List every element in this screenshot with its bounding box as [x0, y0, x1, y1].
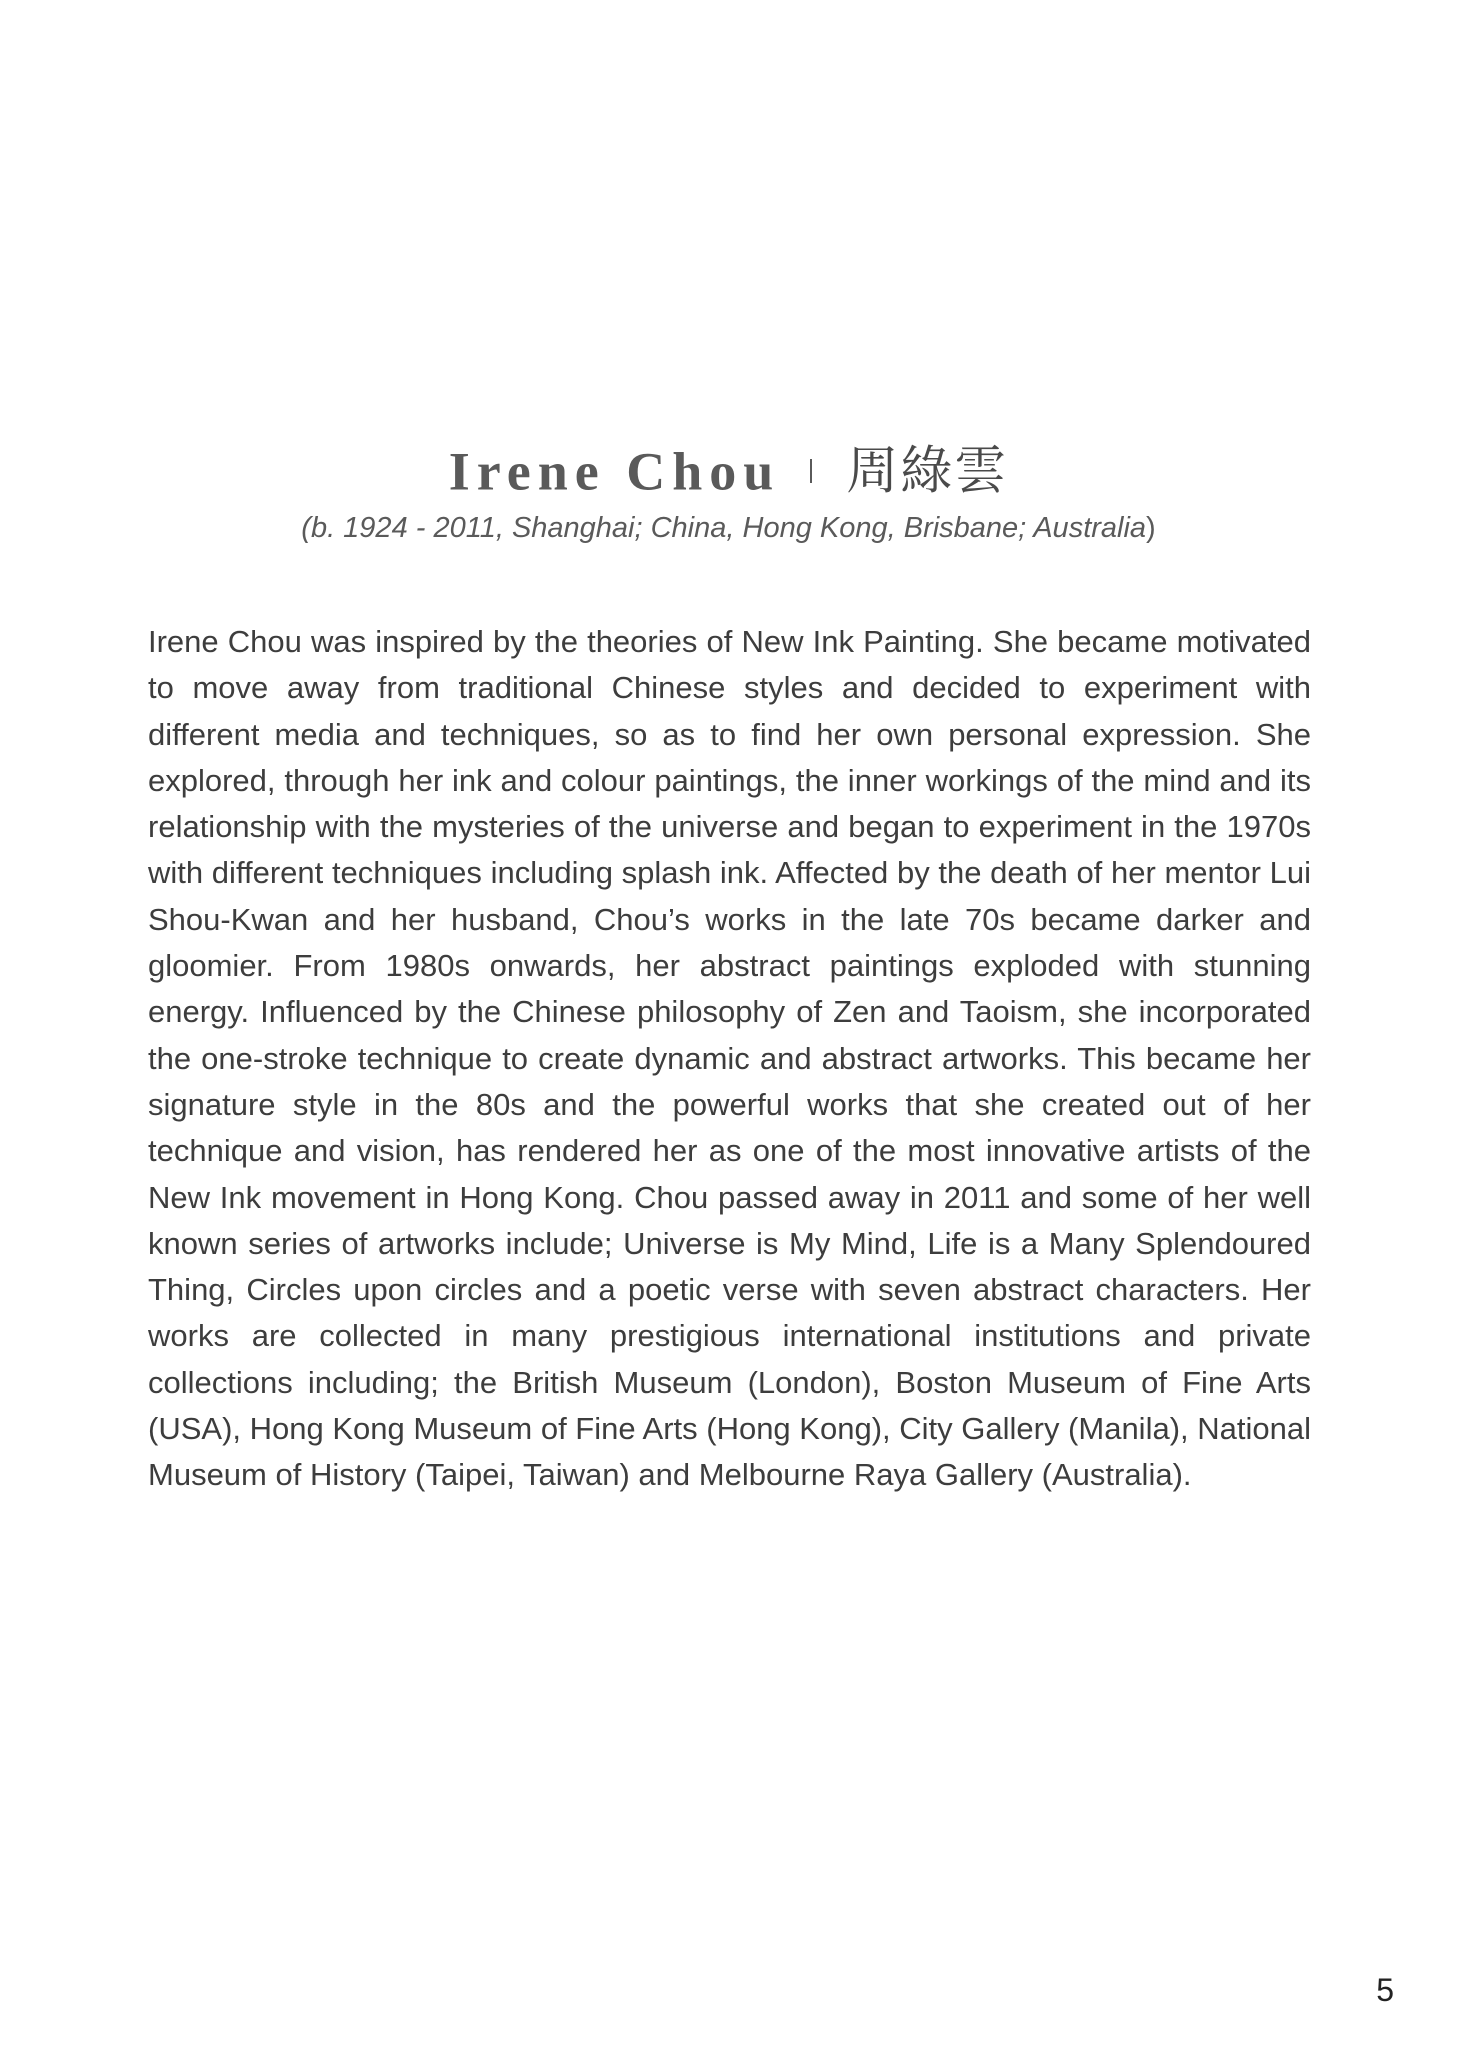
biography-paragraph: Irene Chou was inspired by the theories of New Ink Painting. She became motivated to move away from traditional Chinese styles and decided to experiment with different media and techniques, so as to find her own personal expression. She explored, through her ink and colour paintings, the inner workings of the mind and its relationship with the mysteries of the universe and began to experiment in the 1970s with different techniques including splash ink. Affected by the death of her mentor Lui Shou-Kwan and her husband, Chou’s works in the late 70s became darker and gloomier. From 1980s onwards, her abstract paintings exploded with stunning energy. Influenced by the Chinese philosophy of Zen and Taoism, she incorporated the one-stroke technique to create dynamic and abstract artworks. This became her signature style in the 80s and the powerful works that she created out of her technique and vision, has rendered her as one of the most innovative artists of the New Ink movement in Hong Kong. Chou passed away in 2011 and some of her well known series of artworks include; Universe is My Mind, Life is a Many Splendoured Thing, Circles upon circles and a poetic verse with seven abstract characters. Her works are collected in many prestigious international institutions and private collections including; the British Museum (London), Boston Museum of Fine Arts (USA), Hong Kong Museum of Fine Arts (Hong Kong), City Gallery (Manila), National Museum of History (Taipei, Taiwan) and Melbourne Raya Gallery (Australia). [148, 624, 1311, 1493]
page-number: 5 [1376, 1972, 1394, 2008]
page-title [0, 438, 1457, 504]
artist-name-chinese: 周綠雲 [846, 441, 1009, 502]
title-separator [810, 459, 812, 483]
subtitle-text: b. 1924 - 2011, Shanghai; China, Hong Kong, Brisbane; Australia [310, 512, 1147, 544]
subtitle-close-paren: ) [1146, 512, 1156, 544]
subtitle-open-paren: ( [301, 512, 311, 544]
artist-name-english: Irene Chou [448, 441, 781, 502]
artist-life-dates [0, 508, 1457, 548]
